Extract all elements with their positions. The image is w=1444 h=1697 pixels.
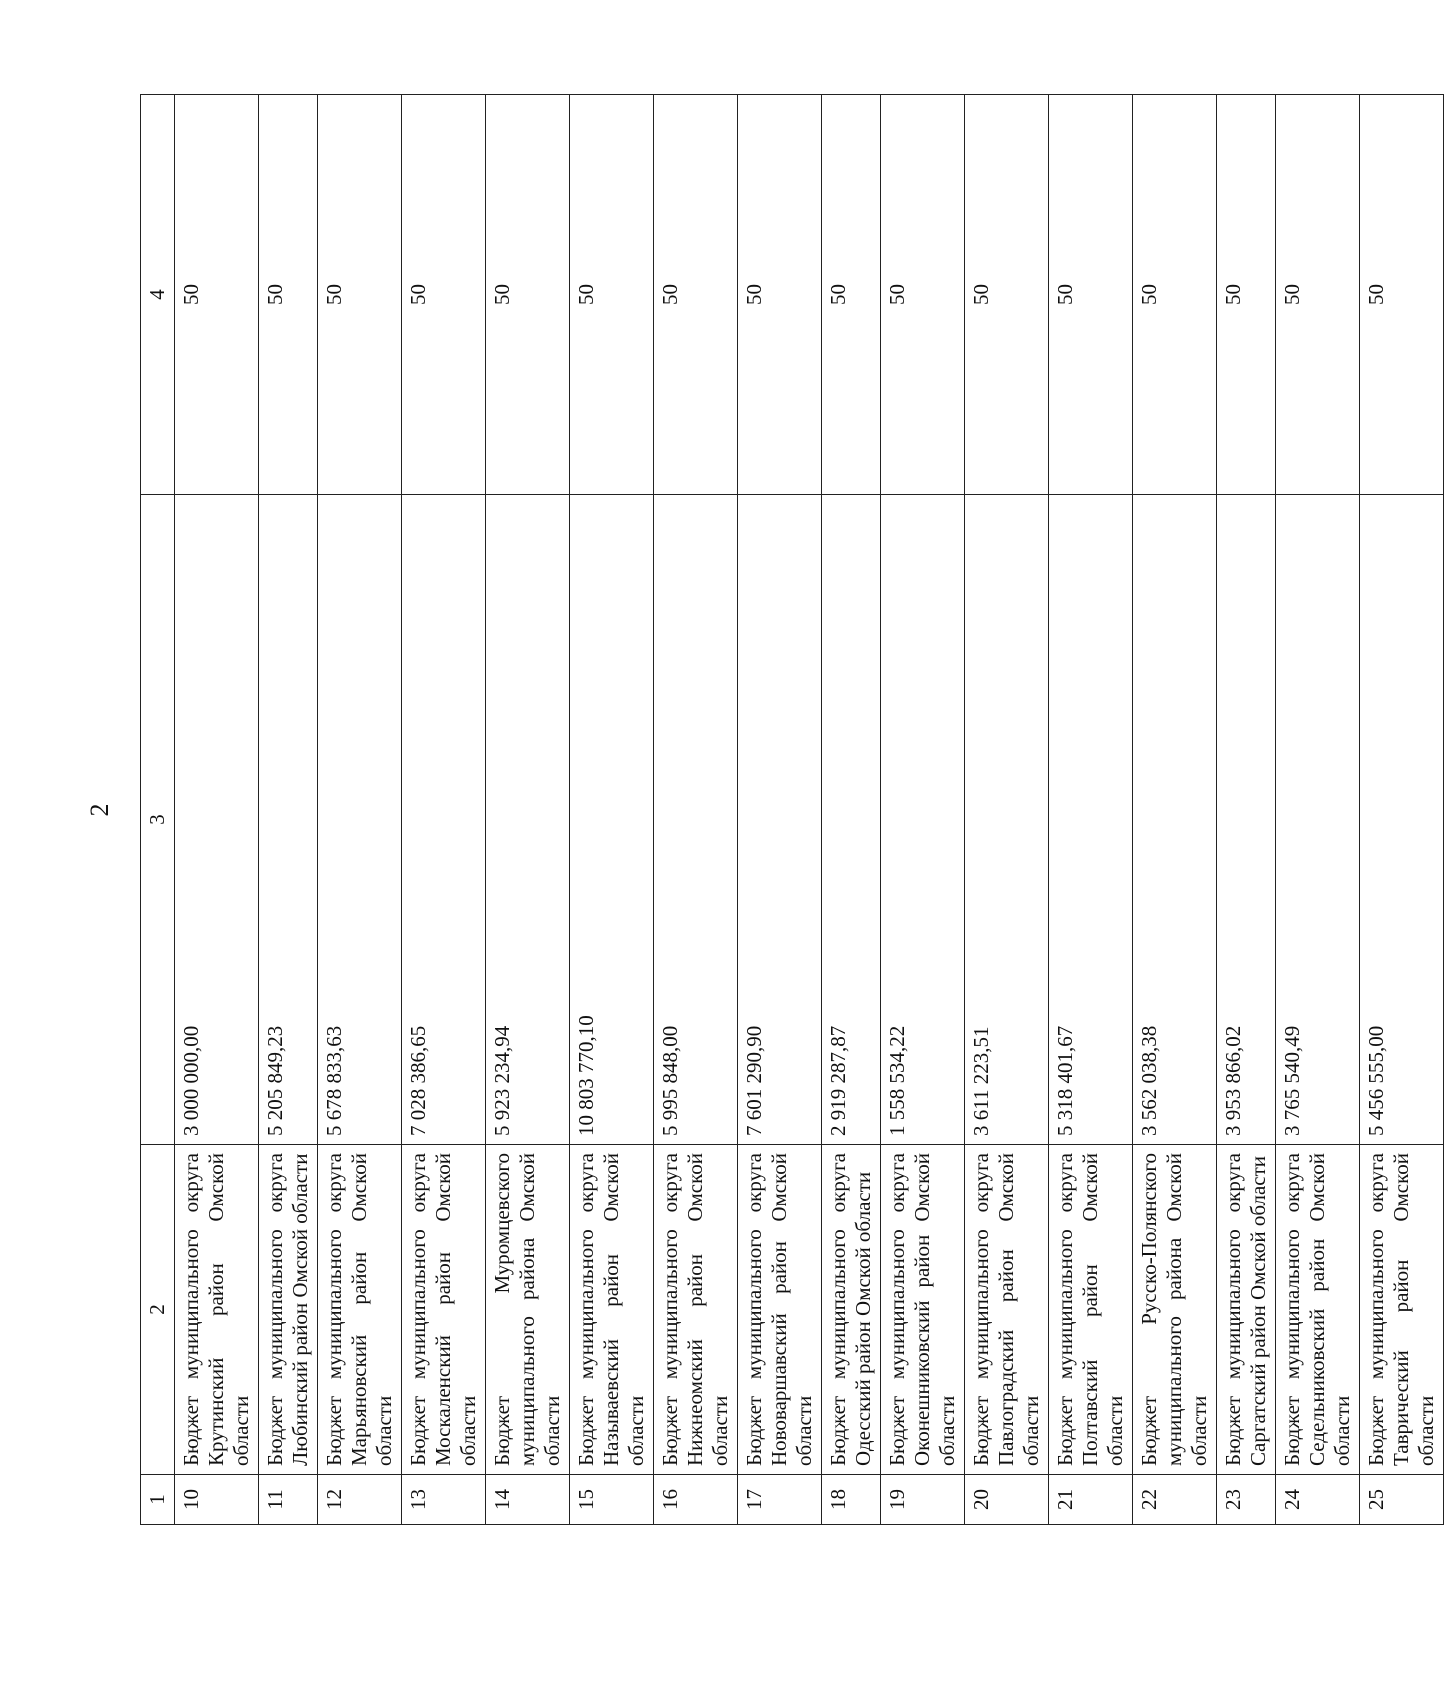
amount-cell: 3 765 540,49 <box>1276 495 1360 1145</box>
row-number-cell: 12 <box>318 1475 402 1525</box>
amount-cell: 5 678 833,63 <box>318 495 402 1145</box>
table-container <box>140 95 1438 1525</box>
row-number-cell: 20 <box>965 1475 1049 1525</box>
budget-name-cell: Бюджет муниципального округа Полтавский район Омской области <box>1049 1145 1133 1475</box>
percent-cell: 50 <box>486 95 570 495</box>
budget-name-cell: Бюджет Муромцевского муниципального района Омской области <box>486 1145 570 1475</box>
amount-cell: 7 601 290,90 <box>738 495 822 1145</box>
table-row <box>1217 95 1276 1525</box>
table-row <box>175 95 259 1525</box>
table-row <box>1360 95 1444 1525</box>
amount-cell: 3 953 866,02 <box>1217 495 1276 1145</box>
budget-name-cell: Бюджет муниципального округа Одесский район Омской области <box>822 1145 881 1475</box>
header-col-1: 1 <box>141 1475 175 1525</box>
table-row <box>1049 95 1133 1525</box>
percent-cell: 50 <box>570 95 654 495</box>
percent-cell: 50 <box>965 95 1049 495</box>
row-number-cell: 16 <box>654 1475 738 1525</box>
amount-cell: 3 611 223,51 <box>965 495 1049 1145</box>
amount-cell: 5 318 401,67 <box>1049 495 1133 1145</box>
table-body <box>175 95 1444 1525</box>
percent-cell: 50 <box>1360 95 1444 495</box>
percent-cell: 50 <box>175 95 259 495</box>
budget-name-cell: Бюджет Русско-Полянского муниципального района Омской области <box>1133 1145 1217 1475</box>
table-row <box>570 95 654 1525</box>
row-number-cell: 13 <box>402 1475 486 1525</box>
budget-name-cell: Бюджет муниципального округа Седельниковский район Омской области <box>1276 1145 1360 1475</box>
percent-cell: 50 <box>881 95 965 495</box>
table-row <box>965 95 1049 1525</box>
budget-name-cell: Бюджет муниципального округа Саргатский район Омской области <box>1217 1145 1276 1475</box>
table-row <box>402 95 486 1525</box>
row-number-cell: 11 <box>259 1475 318 1525</box>
row-number-cell: 19 <box>881 1475 965 1525</box>
amount-cell: 5 205 849,23 <box>259 495 318 1145</box>
header-col-2: 2 <box>141 1145 175 1475</box>
amount-cell: 5 995 848,00 <box>654 495 738 1145</box>
amount-cell: 5 456 555,00 <box>1360 495 1444 1145</box>
header-col-4: 4 <box>141 95 175 495</box>
percent-cell: 50 <box>654 95 738 495</box>
table-row <box>881 95 965 1525</box>
budget-name-cell: Бюджет муниципального округа Оконешниковский район Омской области <box>881 1145 965 1475</box>
amount-cell: 7 028 386,65 <box>402 495 486 1145</box>
percent-cell: 50 <box>259 95 318 495</box>
percent-cell: 50 <box>318 95 402 495</box>
budget-allocation-table <box>140 94 1444 1525</box>
row-number-cell: 15 <box>570 1475 654 1525</box>
table-row <box>486 95 570 1525</box>
amount-cell: 3 562 038,38 <box>1133 495 1217 1145</box>
table-row <box>1133 95 1217 1525</box>
amount-cell: 3 000 000,00 <box>175 495 259 1145</box>
budget-name-cell: Бюджет муниципального округа Таврический район Омской области <box>1360 1145 1444 1475</box>
budget-name-cell: Бюджет муниципального округа Москаленский район Омской области <box>402 1145 486 1475</box>
table-row <box>654 95 738 1525</box>
percent-cell: 50 <box>1049 95 1133 495</box>
row-number-cell: 21 <box>1049 1475 1133 1525</box>
percent-cell: 50 <box>822 95 881 495</box>
budget-name-cell: Бюджет муниципального округа Нижнеомский район Омской области <box>654 1145 738 1475</box>
budget-name-cell: Бюджет муниципального округа Марьяновский район Омской области <box>318 1145 402 1475</box>
row-number-cell: 18 <box>822 1475 881 1525</box>
percent-cell: 50 <box>402 95 486 495</box>
row-number-cell: 22 <box>1133 1475 1217 1525</box>
table-row <box>822 95 881 1525</box>
budget-name-cell: Бюджет муниципального округа Нововаршавский район Омской области <box>738 1145 822 1475</box>
table-header-row <box>141 95 175 1525</box>
percent-cell: 50 <box>1217 95 1276 495</box>
table-row <box>1276 95 1360 1525</box>
percent-cell: 50 <box>738 95 822 495</box>
amount-cell: 2 919 287,87 <box>822 495 881 1145</box>
amount-cell: 5 923 234,94 <box>486 495 570 1145</box>
row-number-cell: 10 <box>175 1475 259 1525</box>
budget-name-cell: Бюджет муниципального округа Называевский район Омской области <box>570 1145 654 1475</box>
row-number-cell: 14 <box>486 1475 570 1525</box>
budget-name-cell: Бюджет муниципального округа Любинский район Омской области <box>259 1145 318 1475</box>
amount-cell: 10 803 770,10 <box>570 495 654 1145</box>
percent-cell: 50 <box>1276 95 1360 495</box>
page-number: 2 <box>85 803 114 817</box>
row-number-cell: 23 <box>1217 1475 1276 1525</box>
row-number-cell: 24 <box>1276 1475 1360 1525</box>
budget-name-cell: Бюджет муниципального округа Павлоградский район Омской области <box>965 1145 1049 1475</box>
table-row <box>318 95 402 1525</box>
row-number-cell: 17 <box>738 1475 822 1525</box>
table-row <box>259 95 318 1525</box>
budget-name-cell: Бюджет муниципального округа Крутинский район Омской области <box>175 1145 259 1475</box>
percent-cell: 50 <box>1133 95 1217 495</box>
amount-cell: 1 558 534,22 <box>881 495 965 1145</box>
table-row <box>738 95 822 1525</box>
header-col-3: 3 <box>141 495 175 1145</box>
row-number-cell: 25 <box>1360 1475 1444 1525</box>
